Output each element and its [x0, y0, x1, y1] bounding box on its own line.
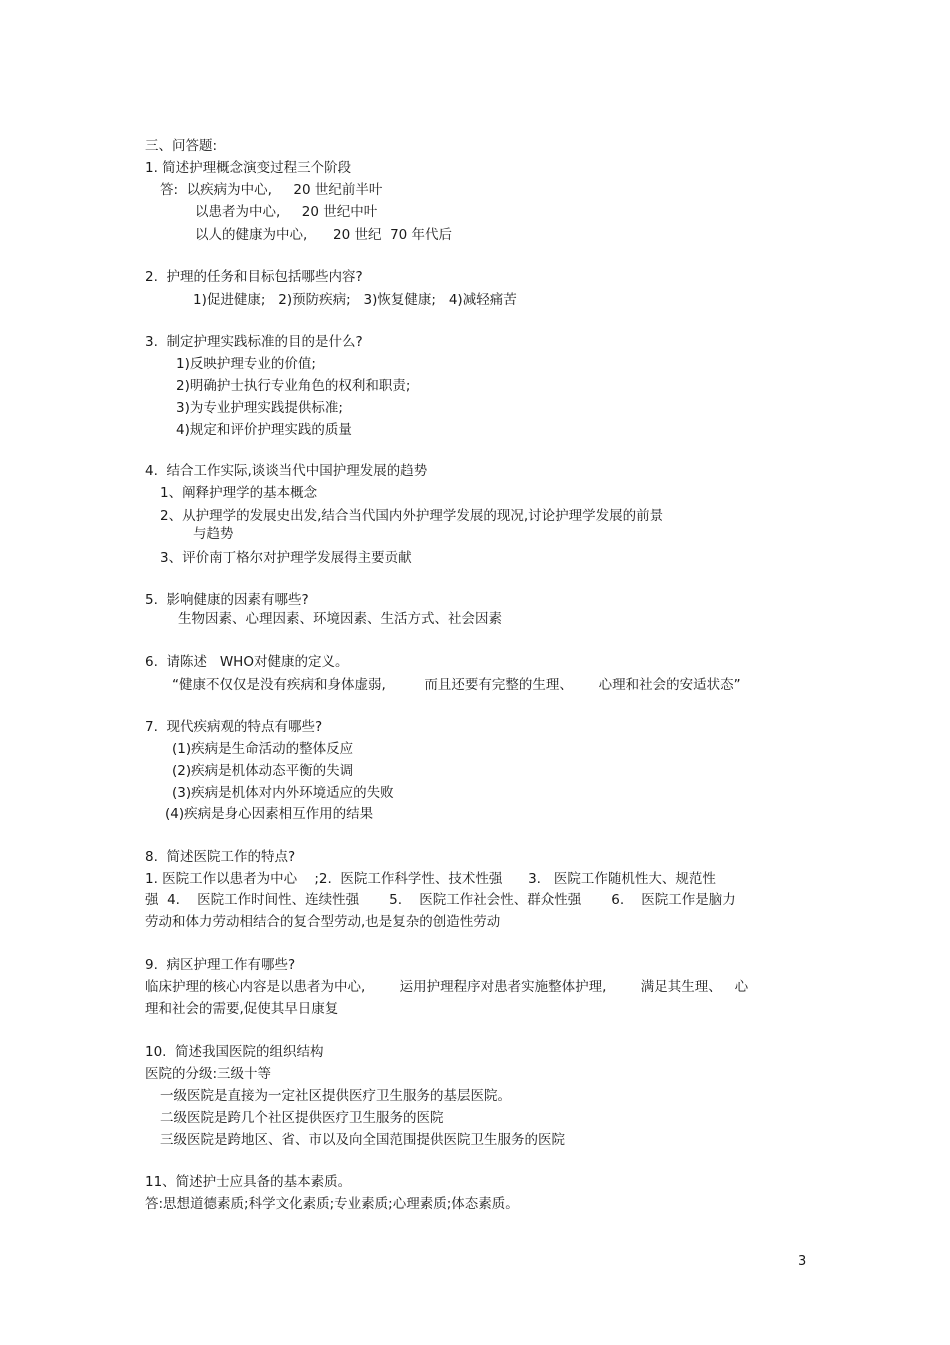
answer-text: 理和社会的需要,促使其早日康复: [145, 1001, 339, 1017]
question-1-title: 1. 简述护理概念演变过程三个阶段: [145, 160, 352, 176]
answer-text: 1)促进健康; 2)预防疾病; 3)恢复健康; 4)减轻痛苦: [193, 292, 517, 308]
answer-text: (1)疾病是生命活动的整体反应: [172, 741, 354, 757]
question-9-title: 9. 病区护理工作有哪些?: [145, 957, 296, 973]
answer-text: 二级医院是跨几个社区提供医疗卫生服务的医院: [160, 1110, 444, 1126]
answer-text: 2、从护理学的发展史出发,结合当代国内外护理学发展的现况,讨论护理学发展的前景: [160, 508, 664, 524]
answer-text: 一级医院是直接为一定社区提供医疗卫生服务的基层医院。: [160, 1088, 511, 1104]
answer-text: 1)反映护理专业的价值;: [176, 356, 316, 372]
answer-text: 3、评价南丁格尔对护理学发展得主要贡献: [160, 550, 412, 566]
answer-text: 强 4. 医院工作时间性、连续性强 5. 医院工作社会性、群众性强 6. 医院工作是脑力: [145, 892, 736, 908]
answer-text: 以人的健康为中心, 20 世纪 70 年代后: [195, 227, 453, 243]
answer-text: 与趋势: [193, 526, 234, 542]
answer-text: 医院的分级:三级十等: [145, 1066, 272, 1082]
answer-text: 4)规定和评价护理实践的质量: [176, 422, 352, 438]
answer-text: (2)疾病是机体动态平衡的失调: [172, 763, 354, 779]
question-5-title: 5. 影响健康的因素有哪些?: [145, 592, 309, 608]
answer-text: 劳动和体力劳动相结合的复合型劳动,也是复杂的创造性劳动: [145, 914, 501, 930]
answer-text: 1. 医院工作以患者为中心 ;2. 医院工作科学性、技术性强 3. 医院工作随机性大、规范性: [145, 871, 716, 887]
answer-text: 临床护理的核心内容是以患者为中心, 运用护理程序对患者实施整体护理, 满足其生理、 心: [145, 979, 749, 995]
question-4-title: 4. 结合工作实际,谈谈当代中国护理发展的趋势: [145, 463, 428, 479]
answer-text: 1、阐释护理学的基本概念: [160, 485, 318, 501]
answer-text: 答:思想道德素质;科学文化素质;专业素质;心理素质;体态素质。: [145, 1196, 519, 1212]
answer-text: 3)为专业护理实践提供标准;: [176, 400, 343, 416]
answer-text: 生物因素、心理因素、环境因素、生活方式、社会因素: [178, 611, 502, 627]
answer-text: 以患者为中心, 20 世纪中叶: [195, 204, 378, 220]
question-8-title: 8. 简述医院工作的特点?: [145, 849, 296, 865]
section-heading: 三、问答题:: [145, 138, 218, 154]
question-10-title: 10. 简述我国医院的组织结构: [145, 1044, 324, 1060]
question-2-title: 2. 护理的任务和目标包括哪些内容?: [145, 269, 363, 285]
answer-text: (3)疾病是机体对内外环境适应的失败: [172, 785, 394, 801]
answer-text: 2)明确护士执行专业角色的权利和职责;: [176, 378, 411, 394]
answer-text: 三级医院是跨地区、省、市以及向全国范围提供医院卫生服务的医院: [160, 1132, 565, 1148]
question-3-title: 3. 制定护理实践标准的目的是什么?: [145, 334, 363, 350]
answer-text: “健康不仅仅是没有疾病和身体虚弱, 而且还要有完整的生理、 心理和社会的安适状态”: [172, 677, 741, 693]
question-7-title: 7. 现代疾病观的特点有哪些?: [145, 719, 323, 735]
answer-text: 答: 以疾病为中心, 20 世纪前半叶: [160, 182, 383, 198]
question-6-title: 6. 请陈述 WHO对健康的定义。: [145, 654, 349, 670]
question-11-title: 11、简述护士应具备的基本素质。: [145, 1174, 352, 1190]
page-number: 3: [798, 1254, 807, 1269]
answer-text: (4)疾病是身心因素相互作用的结果: [165, 806, 374, 822]
